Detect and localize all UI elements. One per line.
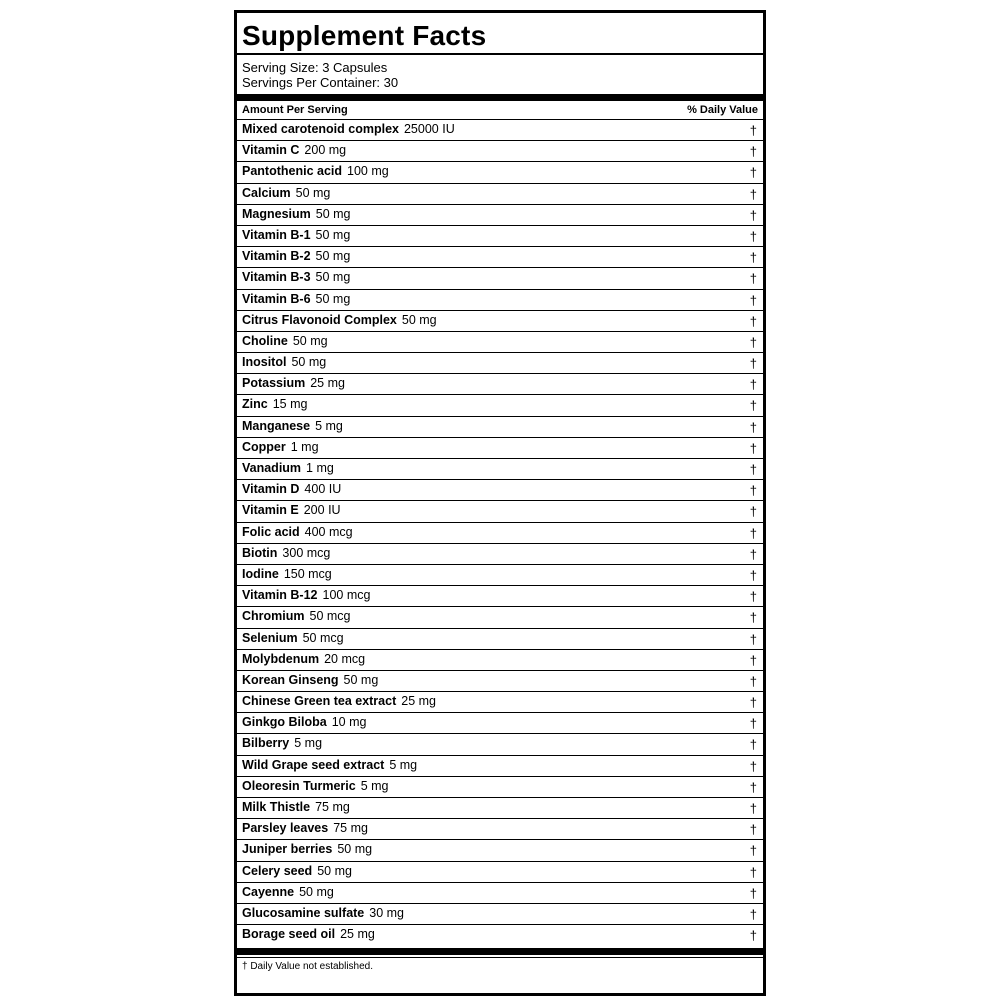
dagger-mark: † (749, 779, 757, 795)
nutrient-amount: 25000 IU (403, 122, 455, 136)
nutrient-row (237, 225, 763, 246)
nutrient-name: Magnesium (242, 206, 311, 221)
label-title: Supplement Facts (242, 20, 487, 51)
dagger-mark: † (749, 483, 757, 499)
nutrient-row (237, 903, 763, 924)
nutrient-row (237, 543, 763, 564)
nutrient-amount: 10 mg (331, 715, 367, 730)
dagger-mark: † (749, 589, 757, 605)
title-divider (237, 53, 763, 55)
nutrient-name: Korean Ginseng (242, 672, 339, 687)
nutrient-list (237, 119, 763, 945)
nutrient-row (237, 289, 763, 310)
dagger-mark: † (749, 546, 757, 562)
nutrient-row (237, 500, 763, 521)
dagger-mark: † (749, 610, 757, 626)
nutrient-amount: 50 mg (299, 884, 334, 899)
nutrient-amount: 50 mg (315, 249, 351, 264)
nutrient-row (237, 310, 763, 331)
nutrient-row (237, 818, 763, 839)
dagger-mark: † (749, 440, 757, 456)
nutrient-name: Vitamin B-3 (242, 270, 311, 285)
nutrient-row (237, 924, 763, 945)
nutrient-name: Vitamin D (242, 482, 300, 497)
nutrient-amount: 5 mg (389, 757, 418, 772)
nutrient-name: Vitamin B-12 (242, 588, 318, 603)
nutrient-amount: 50 mg (295, 185, 331, 200)
dagger-mark: † (749, 271, 757, 287)
nutrient-amount: 50 mcg (302, 630, 344, 645)
supplement-facts-label (234, 10, 766, 996)
nutrient-row (237, 861, 763, 882)
thick-divider-top (237, 94, 763, 101)
dagger-mark: † (749, 801, 757, 816)
dagger-mark: † (749, 250, 757, 266)
nutrient-row (237, 119, 763, 140)
nutrient-name: Citrus Flavonoid Complex (242, 312, 397, 327)
nutrient-row (237, 458, 763, 479)
nutrient-amount: 200 IU (303, 503, 341, 518)
nutrient-name: Bilberry (242, 736, 290, 751)
dagger-mark: † (749, 567, 757, 583)
dagger-mark: † (749, 822, 757, 838)
nutrient-name: Parsley leaves (242, 821, 329, 836)
nutrient-row (237, 437, 763, 458)
nutrient-name: Vitamin C (242, 143, 300, 158)
dagger-mark: † (749, 398, 757, 414)
nutrient-amount: 1 mg (306, 461, 334, 475)
nutrient-amount: 75 mg (315, 800, 350, 814)
nutrient-amount: 50 mg (401, 312, 437, 327)
serving-size: Serving Size: 3 Capsules (242, 60, 388, 75)
nutrient-amount: 5 mg (360, 778, 389, 793)
nutrient-name: Celery seed (242, 863, 313, 878)
nutrient-amount: 50 mg (291, 355, 327, 370)
dagger-mark: † (749, 928, 757, 944)
servings-per-container: Servings Per Container: 30 (242, 75, 399, 90)
nutrient-row (237, 373, 763, 394)
nutrient-amount: 400 IU (304, 482, 342, 497)
dagger-mark: † (749, 377, 757, 393)
nutrient-row (237, 649, 763, 670)
nutrient-amount: 200 mg (304, 143, 347, 158)
nutrient-amount: 50 mg (315, 206, 351, 221)
nutrient-row (237, 140, 763, 161)
dagger-mark: † (749, 165, 757, 181)
nutrient-name: Chinese Green tea extract (242, 694, 397, 709)
dagger-mark: † (749, 334, 757, 350)
nutrient-amount: 50 mg (337, 842, 373, 857)
nutrient-name: Vitamin E (242, 503, 299, 518)
dagger-mark: † (749, 462, 757, 477)
nutrient-row (237, 628, 763, 649)
thin-divider-bottom (237, 957, 763, 958)
dagger-mark: † (749, 504, 757, 520)
nutrient-name: Potassium (242, 376, 306, 391)
nutrient-row (237, 882, 763, 903)
nutrient-name: Ginkgo Biloba (242, 715, 327, 730)
dagger-mark: † (749, 292, 757, 308)
nutrient-row (237, 416, 763, 437)
amount-per-serving-header: Amount Per Serving (242, 104, 348, 116)
nutrient-row (237, 331, 763, 352)
dagger-mark: † (749, 631, 757, 647)
dagger-mark: † (749, 673, 757, 689)
nutrient-row (237, 564, 763, 585)
nutrient-row (237, 839, 763, 860)
nutrient-amount: 5 mg (294, 736, 323, 751)
nutrient-amount: 5 mg (315, 418, 343, 433)
dagger-mark: † (749, 525, 757, 541)
nutrient-name: Calcium (242, 185, 291, 200)
nutrient-name: Juniper berries (242, 842, 333, 857)
dagger-mark: † (749, 758, 757, 774)
nutrient-row (237, 733, 763, 754)
serving-info (242, 60, 398, 90)
nutrient-amount: 75 mg (333, 821, 368, 836)
nutrient-name: Biotin (242, 545, 278, 560)
nutrient-name: Wild Grape seed extract (242, 757, 385, 772)
dagger-mark: † (749, 652, 757, 668)
nutrient-amount: 50 mg (292, 333, 328, 348)
nutrient-amount: 15 mg (272, 397, 308, 412)
nutrient-amount: 50 mcg (309, 609, 351, 624)
dagger-mark: † (749, 186, 757, 202)
dagger-mark: † (749, 313, 757, 329)
nutrient-name: Manganese (242, 418, 311, 433)
nutrient-name: Milk Thistle (242, 800, 311, 814)
nutrient-amount: 50 mg (343, 672, 379, 687)
nutrient-name: Folic acid (242, 524, 300, 539)
nutrient-row (237, 712, 763, 733)
nutrient-row (237, 183, 763, 204)
daily-value-header: % Daily Value (687, 104, 758, 116)
nutrient-amount: 25 mg (340, 927, 375, 942)
nutrient-name: Vitamin B-1 (242, 227, 311, 242)
dagger-mark: † (749, 737, 757, 753)
nutrient-name: Selenium (242, 630, 298, 645)
nutrient-row (237, 246, 763, 267)
nutrient-amount: 30 mg (369, 905, 405, 920)
nutrient-amount: 300 mcg (282, 545, 331, 560)
nutrient-name: Inositol (242, 355, 287, 370)
thick-divider-bottom (237, 948, 763, 955)
nutrient-amount: 100 mg (347, 164, 389, 179)
nutrient-amount: 20 mcg (324, 651, 366, 666)
nutrient-row (237, 267, 763, 288)
dagger-mark: † (749, 843, 757, 859)
nutrient-row (237, 585, 763, 606)
nutrient-name: Borage seed oil (242, 927, 336, 942)
nutrient-row (237, 670, 763, 691)
nutrient-name: Zinc (242, 397, 268, 412)
nutrient-name: Oleoresin Turmeric (242, 778, 356, 793)
nutrient-row (237, 606, 763, 627)
nutrient-name: Copper (242, 439, 286, 454)
dagger-mark: † (749, 228, 757, 244)
dagger-mark: † (749, 885, 757, 901)
dagger-mark: † (749, 695, 757, 711)
nutrient-row (237, 394, 763, 415)
nutrient-amount: 100 mcg (322, 588, 371, 603)
column-header (242, 102, 758, 119)
nutrient-amount: 1 mg (290, 439, 319, 454)
dagger-mark: † (749, 207, 757, 223)
nutrient-name: Vitamin B-6 (242, 291, 311, 306)
dagger-mark: † (749, 716, 757, 732)
dagger-mark: † (749, 906, 757, 922)
dagger-mark: † (749, 419, 757, 435)
dagger-mark: † (749, 123, 757, 138)
nutrient-name: Cayenne (242, 884, 295, 899)
nutrient-amount: 400 mcg (304, 524, 353, 539)
nutrient-name: Choline (242, 333, 288, 348)
nutrient-name: Chromium (242, 609, 305, 624)
nutrient-name: Vanadium (242, 461, 302, 475)
nutrient-row (237, 776, 763, 797)
nutrient-row (237, 204, 763, 225)
nutrient-row (237, 479, 763, 500)
nutrient-amount: 50 mg (315, 270, 351, 285)
nutrient-amount: 50 mg (315, 227, 351, 242)
nutrient-name: Molybdenum (242, 651, 320, 666)
dagger-mark: † (749, 864, 757, 880)
nutrient-amount: 25 mg (310, 376, 345, 391)
dagger-mark: † (749, 144, 757, 160)
nutrient-row (237, 755, 763, 776)
nutrient-row (237, 352, 763, 373)
nutrient-amount: 50 mg (315, 291, 351, 306)
footnote: † Daily Value not established. (242, 961, 374, 972)
nutrient-row (237, 691, 763, 712)
nutrient-amount: 50 mg (317, 863, 352, 878)
nutrient-row (237, 161, 763, 182)
nutrient-name: Iodine (242, 566, 279, 581)
nutrient-name: Mixed carotenoid complex (242, 122, 399, 136)
nutrient-row (237, 522, 763, 543)
nutrient-name: Pantothenic acid (242, 164, 343, 179)
nutrient-name: Vitamin B-2 (242, 249, 311, 264)
nutrient-row (237, 797, 763, 818)
dagger-mark: † (749, 356, 757, 372)
nutrient-amount: 25 mg (401, 694, 436, 709)
nutrient-name: Glucosamine sulfate (242, 905, 365, 920)
nutrient-amount: 150 mcg (283, 566, 332, 581)
